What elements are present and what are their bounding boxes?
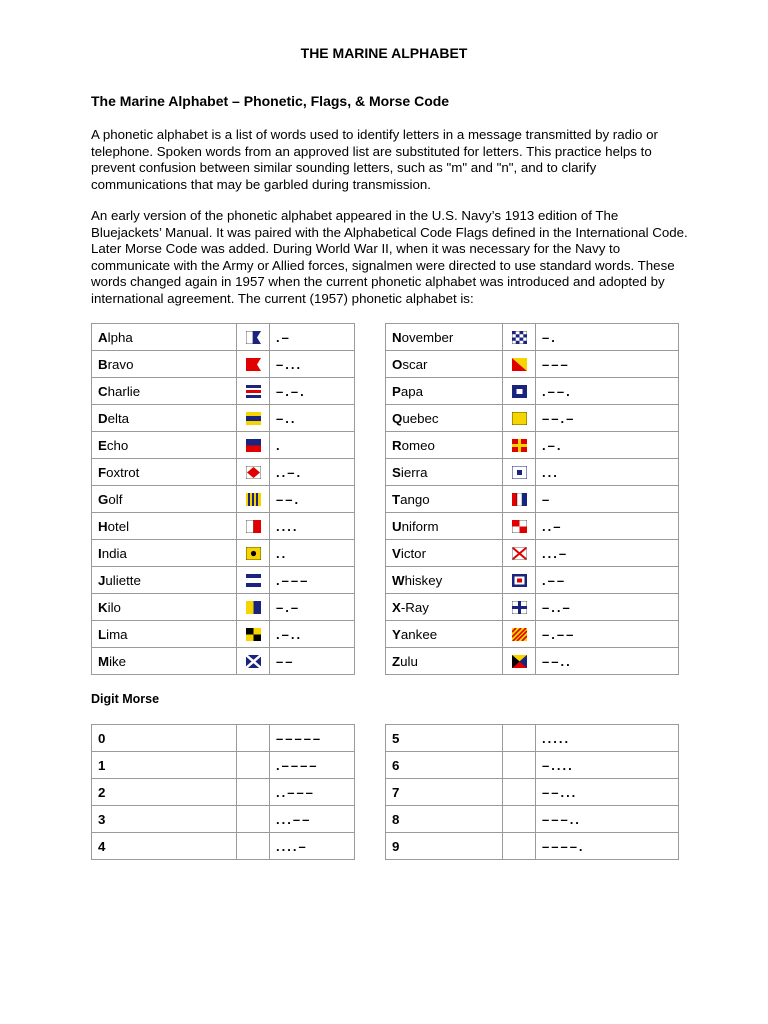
morse-code: ––––. bbox=[536, 833, 679, 860]
code-word-initial: X bbox=[392, 599, 401, 615]
code-word-initial: J bbox=[98, 572, 106, 588]
hotel-flag-icon bbox=[246, 520, 261, 533]
morse-code: .... bbox=[270, 513, 355, 540]
digit-row bbox=[92, 779, 679, 806]
golf-flag-icon bbox=[246, 493, 261, 506]
flag-cell bbox=[503, 567, 536, 594]
flag-cell bbox=[503, 648, 536, 675]
phonetic-alphabet-table bbox=[91, 323, 679, 675]
code-word bbox=[386, 567, 503, 594]
alphabet-row bbox=[92, 567, 679, 594]
flag-cell bbox=[237, 540, 270, 567]
code-word-rest: olf bbox=[108, 491, 123, 507]
code-word bbox=[386, 324, 503, 351]
morse-code: .–.. bbox=[270, 621, 355, 648]
morse-code: ––.– bbox=[536, 405, 679, 432]
alphabet-row bbox=[92, 621, 679, 648]
code-word-initial: O bbox=[392, 356, 403, 372]
code-word bbox=[92, 648, 237, 675]
flag-cell bbox=[503, 405, 536, 432]
empty-cell bbox=[237, 752, 270, 779]
code-word-rest: ndia bbox=[101, 545, 127, 561]
digit-value: 5 bbox=[386, 725, 503, 752]
tango-flag-icon bbox=[512, 493, 527, 506]
india-flag-icon bbox=[246, 547, 261, 560]
morse-code: ..–. bbox=[270, 459, 355, 486]
alphabet-row bbox=[92, 594, 679, 621]
morse-code: –.... bbox=[536, 752, 679, 779]
code-word-initial: W bbox=[392, 572, 405, 588]
foxtrot-flag-icon bbox=[246, 466, 261, 479]
column-gap bbox=[355, 752, 386, 779]
sierra-flag-icon bbox=[512, 466, 527, 479]
code-word-rest: ilo bbox=[107, 599, 121, 615]
romeo-flag-icon bbox=[512, 439, 527, 452]
code-word-initial: M bbox=[98, 653, 110, 669]
morse-code: ... bbox=[536, 459, 679, 486]
code-word bbox=[92, 378, 237, 405]
code-word bbox=[386, 405, 503, 432]
column-gap bbox=[355, 351, 386, 378]
charlie-flag-icon bbox=[246, 385, 261, 398]
code-word bbox=[92, 567, 237, 594]
morse-code: –.– bbox=[270, 594, 355, 621]
code-word bbox=[92, 621, 237, 648]
column-gap bbox=[355, 833, 386, 860]
flag-cell bbox=[237, 513, 270, 540]
code-word bbox=[386, 432, 503, 459]
morse-code: –..– bbox=[536, 594, 679, 621]
delta-flag-icon bbox=[246, 412, 261, 425]
morse-code: .––. bbox=[536, 378, 679, 405]
code-word-rest: uebec bbox=[402, 410, 439, 426]
morse-code: ...–– bbox=[270, 806, 355, 833]
alpha-flag-icon bbox=[246, 331, 261, 344]
lima-flag-icon bbox=[246, 628, 261, 641]
digit-value: 2 bbox=[92, 779, 237, 806]
uniform-flag-icon bbox=[512, 520, 527, 533]
code-word bbox=[92, 459, 237, 486]
column-gap bbox=[355, 378, 386, 405]
flag-cell bbox=[237, 621, 270, 648]
code-word-rest: ravo bbox=[107, 356, 134, 372]
morse-code: ....– bbox=[270, 833, 355, 860]
code-word bbox=[92, 513, 237, 540]
mike-flag-icon bbox=[246, 655, 261, 668]
code-word-initial: H bbox=[98, 518, 108, 534]
flag-cell bbox=[503, 594, 536, 621]
column-gap bbox=[355, 806, 386, 833]
code-word bbox=[386, 621, 503, 648]
flag-cell bbox=[237, 405, 270, 432]
code-word-rest: niform bbox=[401, 518, 439, 534]
code-word-rest: ierra bbox=[400, 464, 428, 480]
morse-code: –.–– bbox=[536, 621, 679, 648]
alphabet-row bbox=[92, 324, 679, 351]
flag-cell bbox=[237, 594, 270, 621]
alphabet-row bbox=[92, 648, 679, 675]
column-gap bbox=[355, 540, 386, 567]
echo-flag-icon bbox=[246, 439, 261, 452]
code-word-initial: T bbox=[392, 491, 401, 507]
code-word bbox=[386, 459, 503, 486]
morse-code: .–– bbox=[536, 567, 679, 594]
flag-cell bbox=[503, 513, 536, 540]
alphabet-row bbox=[92, 432, 679, 459]
code-word-initial: S bbox=[392, 464, 401, 480]
digit-value: 4 bbox=[92, 833, 237, 860]
code-word bbox=[92, 432, 237, 459]
code-word-rest: ulu bbox=[400, 653, 418, 669]
november-flag-icon bbox=[512, 331, 527, 344]
code-word-initial: A bbox=[98, 329, 108, 345]
morse-code: .––– bbox=[270, 567, 355, 594]
zulu-flag-icon bbox=[512, 655, 527, 668]
code-word-rest: cho bbox=[106, 437, 129, 453]
empty-cell bbox=[503, 833, 536, 860]
flag-cell bbox=[503, 351, 536, 378]
history-paragraph: An early version of the phonetic alphabet appeared in the U.S. Navy’s 1913 edition of The Bluejackets’ Manual. It was paired with the Alphabetical Code Flags defined in the International Code. Later Morse Code was added. During World War II, when it was necessary for the Navy to communicate with the Army or Allied forces, signalmen were directed to use standard words. These words changed again in 1957 when the current phonetic alphabet was introduced and adopted by international agreement. The current (1957) phonetic alphabet is: bbox=[91, 208, 688, 306]
code-word bbox=[386, 378, 503, 405]
code-word-rest: hiskey bbox=[404, 572, 443, 588]
yankee-flag-icon bbox=[512, 628, 527, 641]
alphabet-row bbox=[92, 405, 679, 432]
empty-cell bbox=[503, 806, 536, 833]
morse-code: . bbox=[270, 432, 355, 459]
code-word-initial: D bbox=[98, 410, 108, 426]
flag-cell bbox=[237, 324, 270, 351]
code-word-rest: scar bbox=[402, 356, 428, 372]
alphabet-row bbox=[92, 459, 679, 486]
column-gap bbox=[355, 432, 386, 459]
flag-cell bbox=[237, 432, 270, 459]
morse-code: ––. bbox=[270, 486, 355, 513]
code-word-rest: -Ray bbox=[400, 599, 429, 615]
column-gap bbox=[355, 459, 386, 486]
code-word-initial: E bbox=[98, 437, 107, 453]
code-word-rest: ictor bbox=[400, 545, 426, 561]
morse-code: .. bbox=[270, 540, 355, 567]
digit-row bbox=[92, 833, 679, 860]
morse-code: –– bbox=[270, 648, 355, 675]
code-word-initial: Q bbox=[392, 410, 403, 426]
empty-cell bbox=[237, 779, 270, 806]
code-word-initial: P bbox=[392, 383, 401, 399]
morse-code: .– bbox=[270, 324, 355, 351]
bravo-flag-icon bbox=[246, 358, 261, 371]
code-word-rest: oxtrot bbox=[106, 464, 140, 480]
morse-code: –.. bbox=[270, 405, 355, 432]
alphabet-row bbox=[92, 378, 679, 405]
digit-row bbox=[92, 752, 679, 779]
digit-morse-table bbox=[91, 724, 679, 860]
code-word-initial: G bbox=[98, 491, 109, 507]
quebec-flag-icon bbox=[512, 412, 527, 425]
flag-cell bbox=[503, 621, 536, 648]
alphabet-row bbox=[92, 513, 679, 540]
digit-row bbox=[92, 806, 679, 833]
code-word-rest: uliette bbox=[105, 572, 141, 588]
digit-value: 7 bbox=[386, 779, 503, 806]
flag-cell bbox=[237, 351, 270, 378]
code-word-initial: R bbox=[392, 437, 402, 453]
flag-cell bbox=[503, 432, 536, 459]
code-word-rest: harlie bbox=[107, 383, 141, 399]
empty-cell bbox=[503, 779, 536, 806]
morse-code: –.–. bbox=[270, 378, 355, 405]
column-gap bbox=[355, 621, 386, 648]
code-word-rest: apa bbox=[400, 383, 424, 399]
digit-value: 9 bbox=[386, 833, 503, 860]
code-word-initial: B bbox=[98, 356, 108, 372]
page-title: THE MARINE ALPHABET bbox=[300, 45, 468, 61]
morse-code: ...– bbox=[536, 540, 679, 567]
code-word bbox=[386, 540, 503, 567]
code-word bbox=[92, 486, 237, 513]
column-gap bbox=[355, 513, 386, 540]
flag-cell bbox=[237, 486, 270, 513]
code-word-initial: V bbox=[392, 545, 401, 561]
intro-paragraph: A phonetic alphabet is a list of words used to identify letters in a message transmitted by radio or telephone. Spoken words from an approved list are substituted for letters. This practice helps to prevent confusion between similar sounding letters, such as "m" and "n", and to clarify communications that may be garbled during transmission. bbox=[91, 127, 658, 192]
code-word-rest: ovember bbox=[401, 329, 454, 345]
column-gap bbox=[355, 324, 386, 351]
morse-code: ..––– bbox=[270, 779, 355, 806]
alphabet-row bbox=[92, 351, 679, 378]
code-word bbox=[92, 324, 237, 351]
alphabet-row bbox=[92, 486, 679, 513]
code-word bbox=[386, 594, 503, 621]
code-word-rest: ango bbox=[400, 491, 430, 507]
digit-value: 0 bbox=[92, 725, 237, 752]
code-word-rest: otel bbox=[107, 518, 130, 534]
morse-code: ––– bbox=[536, 351, 679, 378]
flag-cell bbox=[237, 459, 270, 486]
flag-cell bbox=[237, 567, 270, 594]
section-heading: The Marine Alphabet – Phonetic, Flags, & Morse Code bbox=[91, 93, 450, 109]
morse-code: ..– bbox=[536, 513, 679, 540]
flag-cell bbox=[237, 378, 270, 405]
code-word bbox=[386, 351, 503, 378]
code-word-rest: elta bbox=[107, 410, 130, 426]
code-word bbox=[92, 540, 237, 567]
morse-code: .–––– bbox=[270, 752, 355, 779]
flag-cell bbox=[503, 459, 536, 486]
juliette-flag-icon bbox=[246, 574, 261, 587]
code-word-initial: F bbox=[98, 464, 107, 480]
code-word bbox=[386, 513, 503, 540]
code-word-rest: ike bbox=[109, 653, 127, 669]
empty-cell bbox=[237, 725, 270, 752]
morse-code: –––.. bbox=[536, 806, 679, 833]
code-word bbox=[386, 648, 503, 675]
morse-code: ––––– bbox=[270, 725, 355, 752]
code-word-rest: lpha bbox=[107, 329, 133, 345]
code-word-initial: C bbox=[98, 383, 108, 399]
code-word bbox=[92, 405, 237, 432]
code-word-initial: L bbox=[98, 626, 107, 642]
morse-code: ..... bbox=[536, 725, 679, 752]
morse-code: ––... bbox=[536, 779, 679, 806]
flag-cell bbox=[503, 324, 536, 351]
papa-flag-icon bbox=[512, 385, 527, 398]
oscar-flag-icon bbox=[512, 358, 527, 371]
morse-code: –... bbox=[270, 351, 355, 378]
code-word bbox=[92, 594, 237, 621]
xray-flag-icon bbox=[512, 601, 527, 614]
kilo-flag-icon bbox=[246, 601, 261, 614]
code-word-rest: ima bbox=[106, 626, 128, 642]
digit-value: 3 bbox=[92, 806, 237, 833]
code-word-initial: K bbox=[98, 599, 108, 615]
digit-row bbox=[92, 725, 679, 752]
empty-cell bbox=[237, 806, 270, 833]
victor-flag-icon bbox=[512, 547, 527, 560]
digit-value: 8 bbox=[386, 806, 503, 833]
empty-cell bbox=[503, 752, 536, 779]
morse-code: –. bbox=[536, 324, 679, 351]
digit-value: 6 bbox=[386, 752, 503, 779]
whiskey-flag-icon bbox=[512, 574, 527, 587]
column-gap bbox=[355, 779, 386, 806]
column-gap bbox=[355, 486, 386, 513]
code-word-initial: Z bbox=[392, 653, 401, 669]
code-word-initial: U bbox=[392, 518, 402, 534]
alphabet-row bbox=[92, 540, 679, 567]
morse-code: ––.. bbox=[536, 648, 679, 675]
code-word-initial: N bbox=[392, 329, 402, 345]
digit-value: 1 bbox=[92, 752, 237, 779]
column-gap bbox=[355, 405, 386, 432]
column-gap bbox=[355, 567, 386, 594]
code-word-rest: omeo bbox=[401, 437, 435, 453]
morse-code: .–. bbox=[536, 432, 679, 459]
empty-cell bbox=[503, 725, 536, 752]
flag-cell bbox=[237, 648, 270, 675]
digit-morse-heading: Digit Morse bbox=[91, 692, 160, 706]
code-word-initial: I bbox=[98, 545, 102, 561]
code-word bbox=[92, 351, 237, 378]
code-word-rest: ankee bbox=[400, 626, 438, 642]
code-word-initial: Y bbox=[392, 626, 401, 642]
morse-code: – bbox=[536, 486, 679, 513]
flag-cell bbox=[503, 378, 536, 405]
code-word bbox=[386, 486, 503, 513]
flag-cell bbox=[503, 486, 536, 513]
flag-cell bbox=[503, 540, 536, 567]
column-gap bbox=[355, 725, 386, 752]
column-gap bbox=[355, 648, 386, 675]
empty-cell bbox=[237, 833, 270, 860]
column-gap bbox=[355, 594, 386, 621]
